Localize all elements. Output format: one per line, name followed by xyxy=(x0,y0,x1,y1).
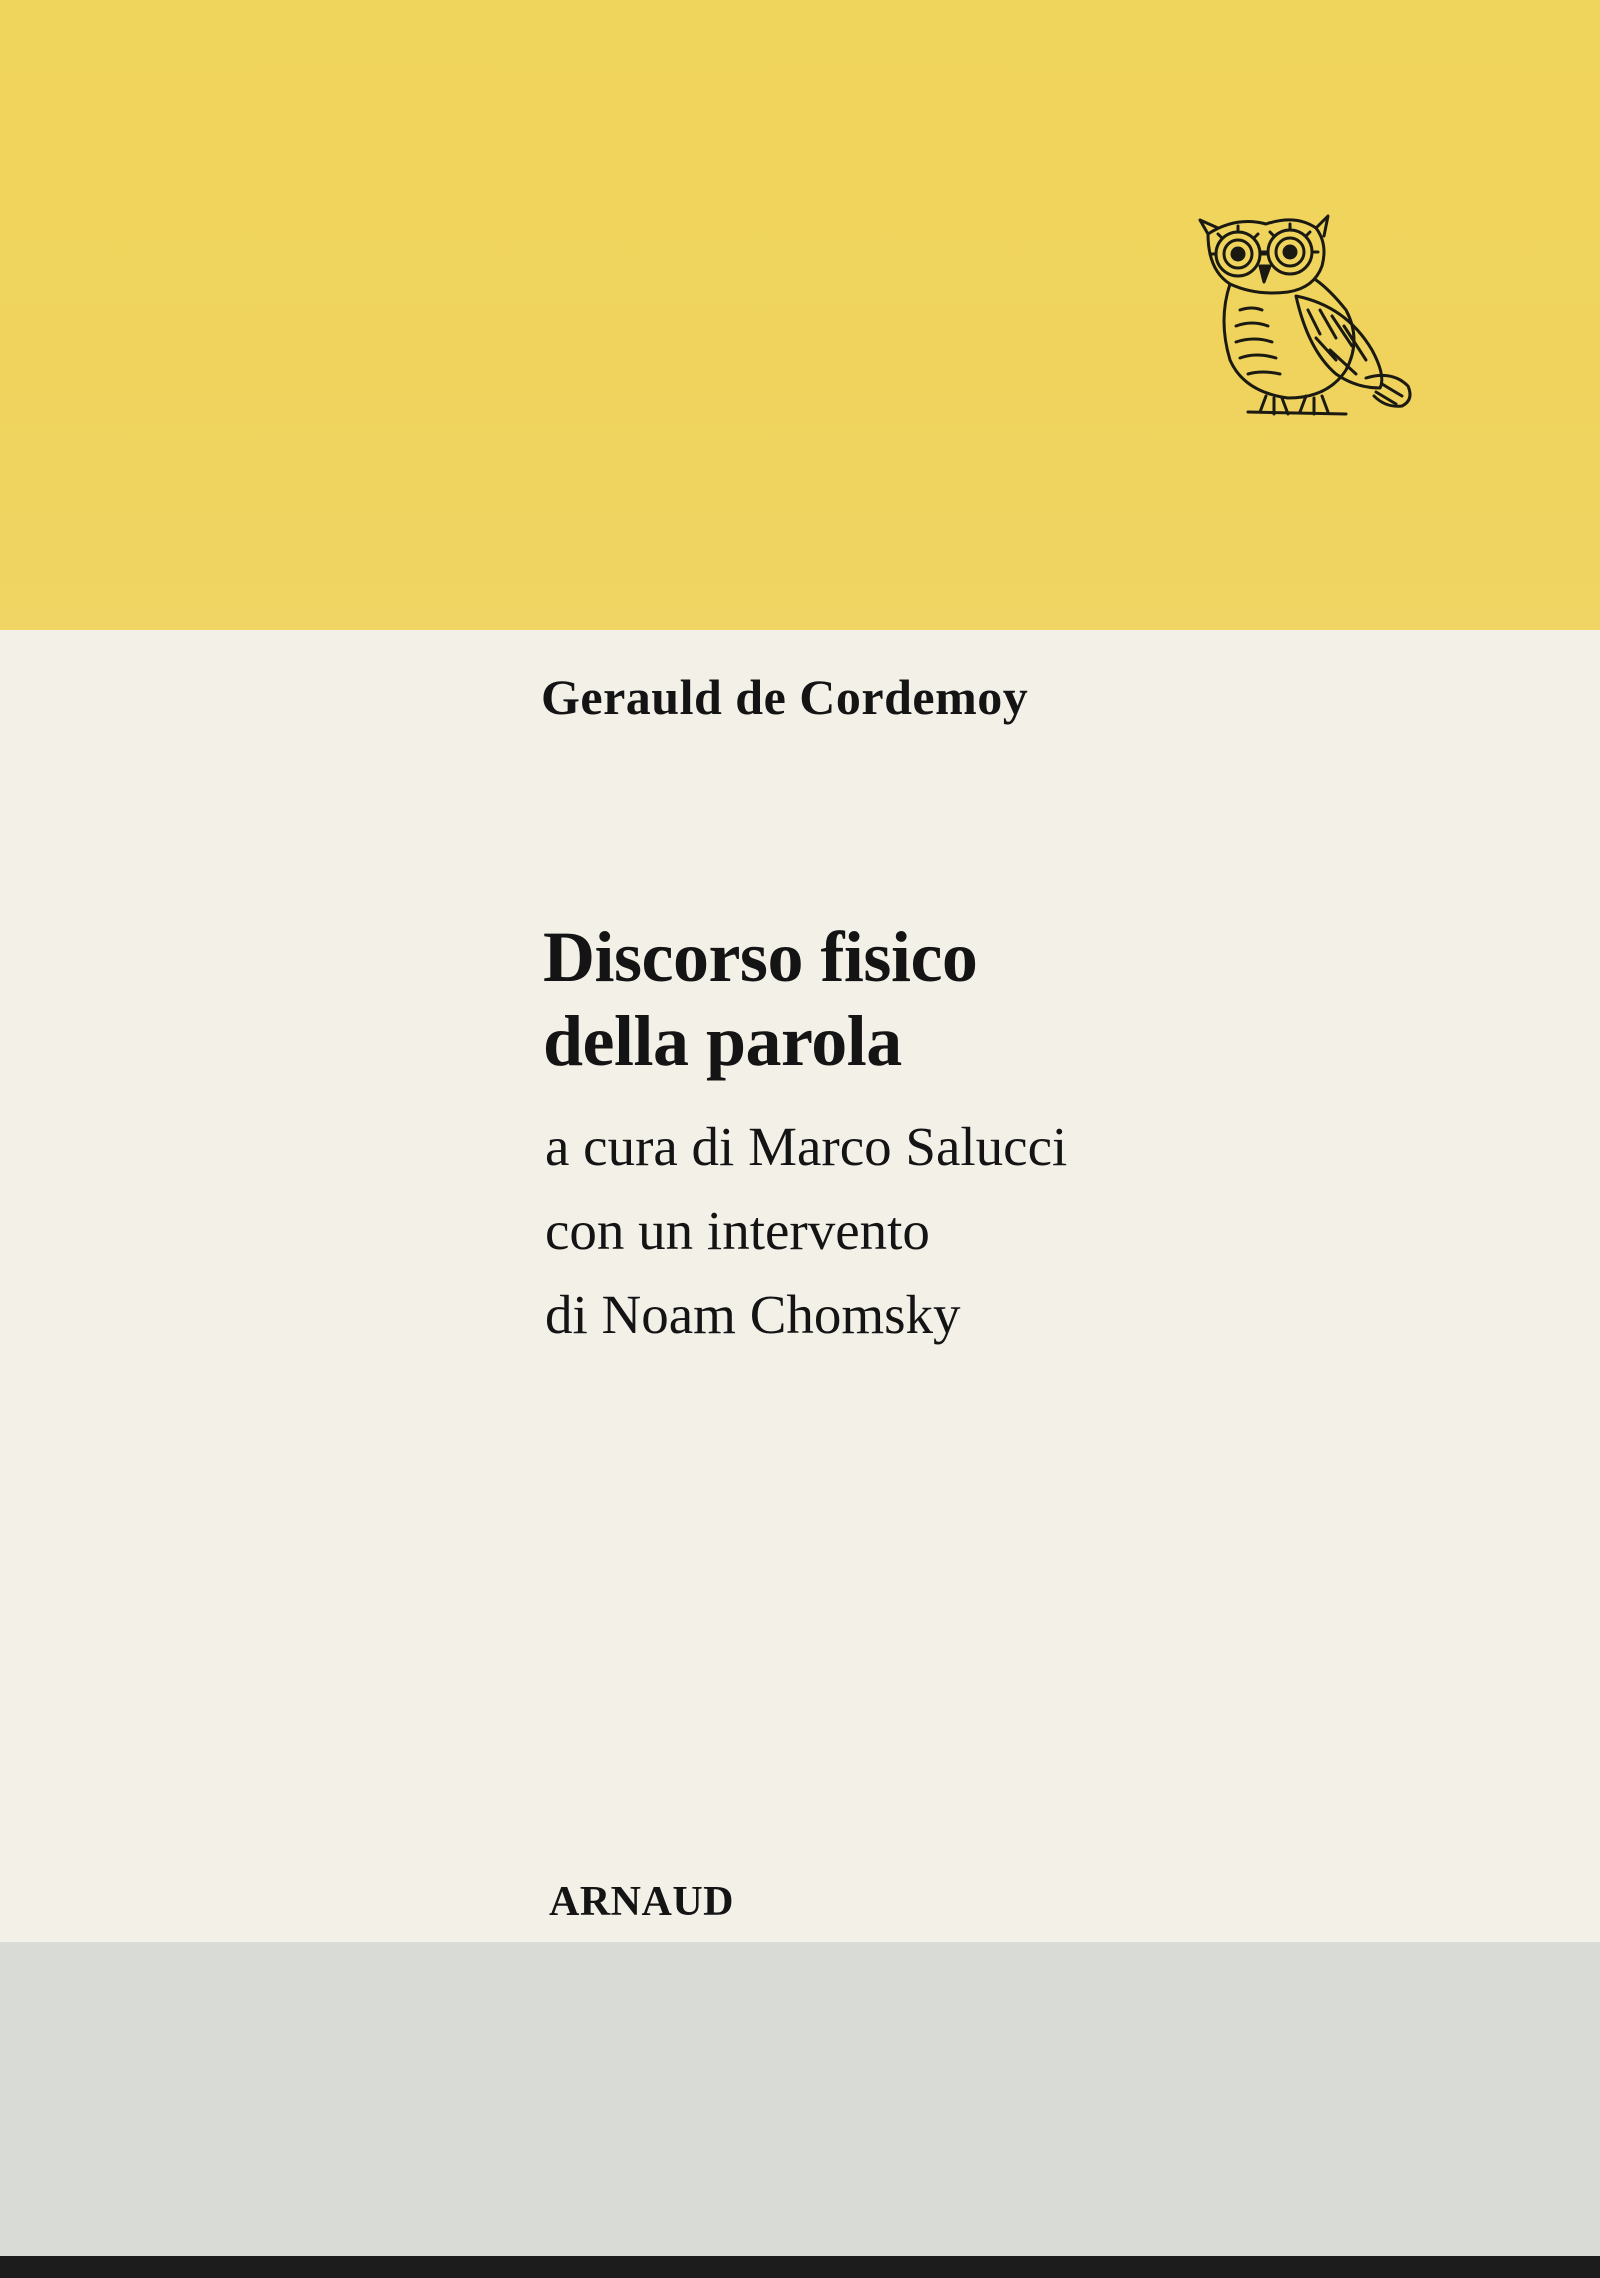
owl-icon xyxy=(1196,210,1426,420)
title-line: della parola xyxy=(543,1001,902,1081)
scan-edge xyxy=(0,2256,1600,2278)
author-name: Gerauld de Cordemoy xyxy=(541,669,1029,725)
subtitle-line: a cura di Marco Salucci xyxy=(545,1116,1068,1177)
book-subtitle xyxy=(545,1105,1067,1357)
title-line: Discorso fisico xyxy=(543,917,978,997)
subtitle-line: con un intervento xyxy=(545,1200,930,1261)
publisher-name: ARNAUD xyxy=(549,1879,734,1925)
book-title xyxy=(543,915,977,1083)
bottom-grey-band xyxy=(0,1942,1600,2256)
subtitle-line: di Noam Chomsky xyxy=(545,1284,961,1345)
